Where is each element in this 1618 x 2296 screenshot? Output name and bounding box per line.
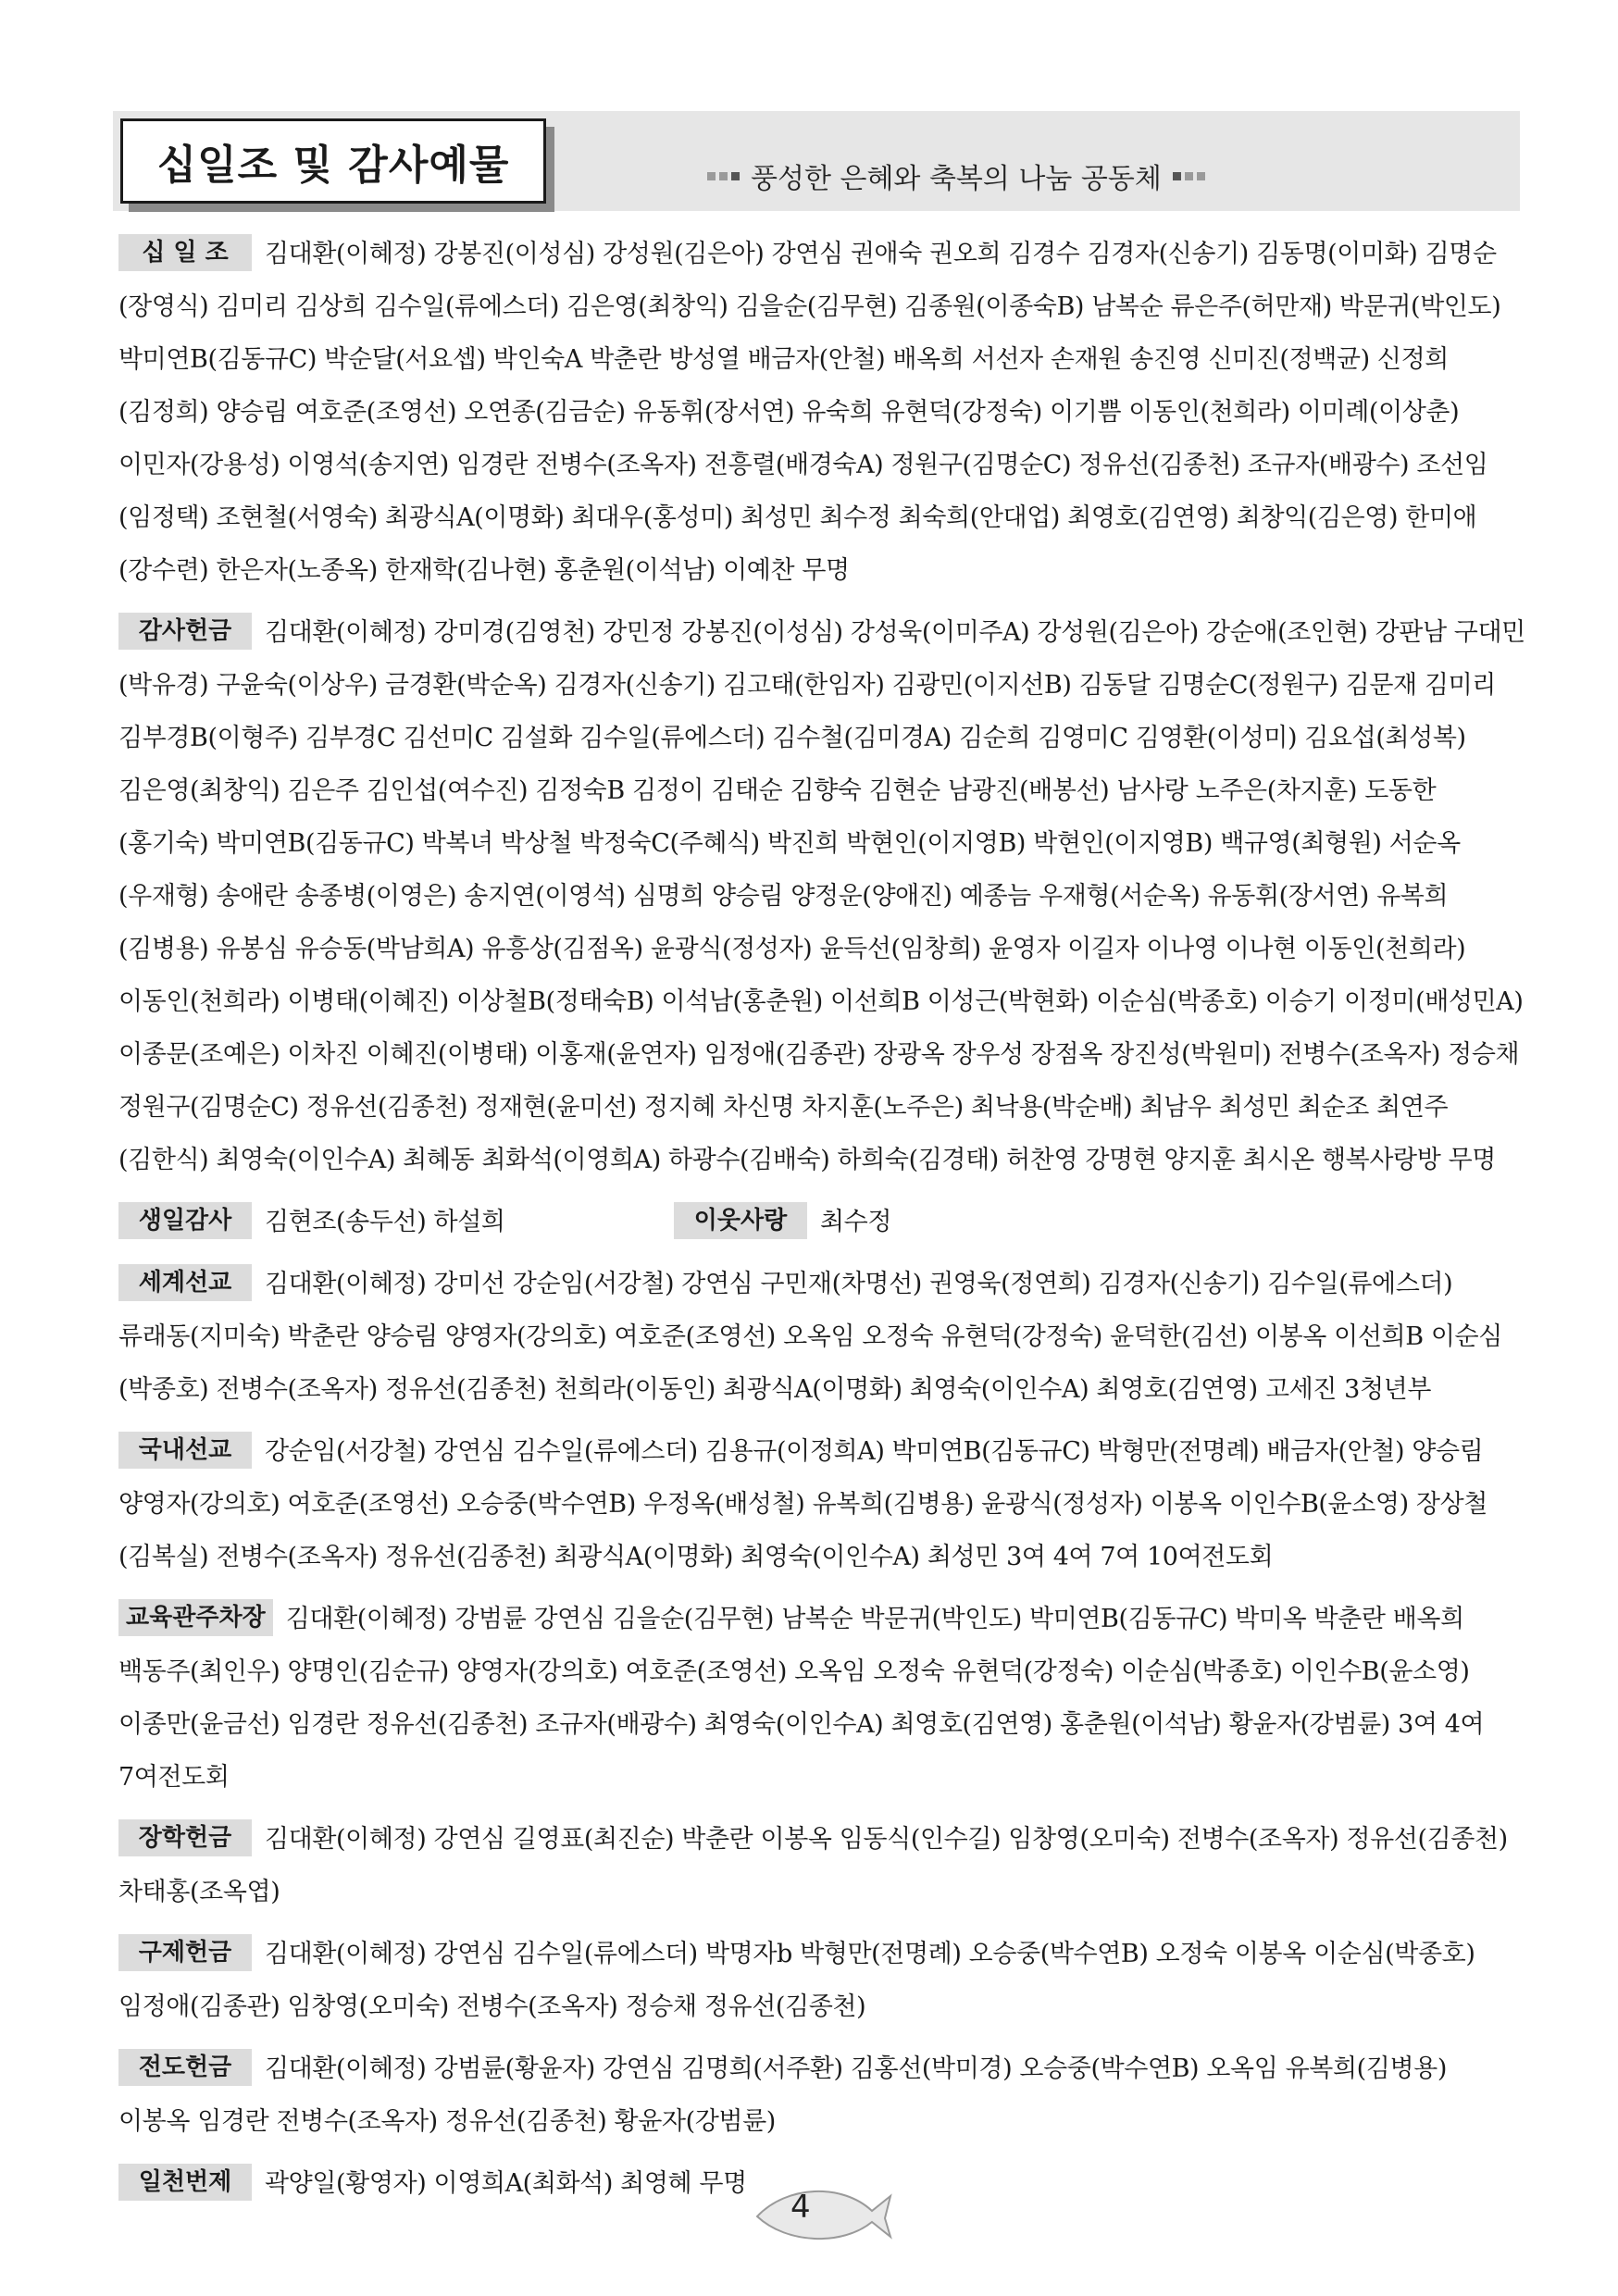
section-label: 세계선교 <box>118 1264 252 1301</box>
section-row-birthday-neighbor <box>118 1196 1525 1248</box>
section-names: 김대환(이혜정) 강연심 김수일(류에스더) 박명자b 박형만(전명례) 오승중(박수연B) 오정숙 이봉옥 이순심(박종호) 임정애(김종관) 임창영(오미숙) 전병수(조옥자) 정승채 정유선(김종천) <box>118 1940 1475 2021</box>
subtitle-text: 풍성한 은혜와 축복의 나눔 공동체 <box>751 163 1162 195</box>
section-names: 김대환(이혜정) 강연심 길영표(최진순) 박춘란 이봉옥 임동식(인수길) 임창영(오미숙) 전병수(조옥자) 정유선(김종천) 차태홍(조옥엽) <box>118 1825 1508 1906</box>
section-tithe <box>118 228 1525 597</box>
section-names: 곽양일(황영자) 이영희A(최화석) 최영혜 무명 <box>265 2169 747 2198</box>
section-names: 김현조(송두선) 하설희 <box>265 1208 505 1236</box>
page-footer <box>750 2179 898 2244</box>
decor-squares-right <box>1171 172 1207 180</box>
section-world-mission <box>118 1258 1525 1416</box>
subtitle-row <box>696 157 1216 194</box>
section-education <box>118 1593 1525 1804</box>
section-scholarship <box>118 1813 1525 1918</box>
section-evangelism <box>118 2042 1525 2148</box>
section-label: 이웃사랑 <box>674 1202 807 1239</box>
title-box <box>120 118 546 204</box>
section-label: 구제헌금 <box>118 1934 252 1971</box>
section-relief <box>118 1928 1525 2033</box>
section-label: 전도헌금 <box>118 2049 252 2086</box>
section-thanks <box>118 606 1525 1186</box>
section-names: 김대환(이혜정) 강범륜 강연심 김을순(김무현) 남복순 박문귀(박인도) 박미연B(김동규C) 박미옥 박춘란 배옥희 백동주(최인우) 양명인(김순규) 양영자(강의호) 여호준(조영선) 오옥임 오정숙 유현덕(강정숙) 이순심(박종호) 이인수B(윤소영) 이종만(윤금선) 임경란 정유선(김종천) 조규자(배광수) 최영숙(이인수A) 최영호(김연영) 홍춘원(이석남) 황윤자(강범륜) 3여 4여 7여전도회 <box>118 1605 1485 1792</box>
offering-list <box>118 228 1525 2210</box>
page-title: 십일조 및 감사예물 <box>156 142 510 189</box>
section-birthday <box>118 1196 674 1248</box>
page-number: 4 <box>790 2189 811 2226</box>
section-label: 교육관주차장 <box>118 1599 273 1636</box>
section-label: 일천번제 <box>118 2164 252 2201</box>
section-names: 최수정 <box>820 1208 892 1236</box>
section-label: 감사헌금 <box>118 613 252 650</box>
section-names: 김대환(이혜정) 강봉진(이성심) 강성원(김은아) 강연심 권애숙 권오희 김경수 김경자(신송기) 김동명(이미화) 김명순(장영식) 김미리 김상희 김수일(류에스더) 김은영(최창익) 김을순(김무현) 김종원(이종숙B) 남복순 류은주(허만재) 박문귀(박인도) 박미연B(김동규C) 박순달(서요셉) 박인숙A 박춘란 방성열 배금자(안철) 배옥희 서선자 손재원 송진영 신미진(정백균) 신정희(김정희) 양승림 여호준(조영선) 오연종(김금순) 유동휘(장서연) 유숙희 유현덕(강정숙) 이기쁨 이동인(천희라) 이미례(이상춘) 이민자(강용성) 이영석(송지연) 임경란 전병수(조옥자) 전흥렬(배경숙A) 정원구(김명순C) 정유선(김종천) 조규자(배광수) 조선임(임정택) 조현철(서영숙) 최광식A(이명화) 최대우(홍성미) 최성민 최수정 최숙희(안대업) 최영호(김연영) 최창익(김은영) 한미애(강수련) 한은자(노종옥) 한재학(김나현) 홍춘원(이석남) 이예찬 무명 <box>118 240 1501 585</box>
section-label: 장학헌금 <box>118 1819 252 1856</box>
section-label: 십 일 조 <box>118 234 252 271</box>
section-label: 생일감사 <box>118 1202 252 1239</box>
decor-squares-left <box>705 172 741 180</box>
section-names: 김대환(이혜정) 강범륜(황윤자) 강연심 김명희(서주환) 김홍선(박미경) 오승중(박수연B) 오옥임 유복희(김병용) 이봉옥 임경란 전병수(조옥자) 정유선(김종천) 황윤자(강범륜) <box>118 2054 1447 2136</box>
section-domestic-mission <box>118 1425 1525 1583</box>
section-label: 국내선교 <box>118 1432 252 1469</box>
section-names: 김대환(이혜정) 강미선 강순임(서강철) 강연심 구민재(차명선) 권영욱(정연희) 김경자(신송기) 김수일(류에스더) 류래동(지미숙) 박춘란 양승림 양영자(강의호) 여호준(조영선) 오옥임 오정숙 유현덕(강정숙) 윤덕한(김선) 이봉옥 이선희B 이순심(박종호) 전병수(조옥자) 정유선(김종천) 천희라(이동인) 최광식A(이명화) 최영숙(이인수A) 최영호(김연영) 고세진 3청년부 <box>118 1270 1502 1404</box>
section-names: 김대환(이혜정) 강미경(김영천) 강민정 강봉진(이성심) 강성욱(이미주A) 강성원(김은아) 강순애(조인현) 강판남 구대민(박유경) 구윤숙(이상우) 금경환(박순옥) 김경자(신송기) 김고태(한임자) 김광민(이지선B) 김동달 김명순C(정원구) 김문재 김미리 김부경B(이형주) 김부경C 김선미C 김설화 김수일(류에스더) 김수철(김미경A) 김순희 김영미C 김영환(이성미) 김요섭(최성복) 김은영(최창익) 김은주 김인섭(여수진) 김정숙B 김정이 김태순 김향숙 김현순 남광진(배봉선) 남사랑 노주은(차지훈) 도동한(홍기숙) 박미연B(김동규C) 박복녀 박상철 박정숙C(주혜식) 박진희 박현인(이지영B) 박현인(이지영B) 백규영(최형원) 서순옥(우재형) 송애란 송종병(이영은) 송지연(이영석) 심명희 양승림 양정운(양애진) 예종늠 우재형(서순옥) 유동휘(장서연) 유복희(김병용) 유봉심 유승동(박남희A) 유흥상(김점옥) 윤광식(정성자) 윤득선(임창희) 윤영자 이길자 이나영 이나현 이동인(천희라) 이동인(천희라) 이병태(이혜진) 이상철B(정태숙B) 이석남(홍춘원) 이선희B 이성근(박현화) 이순심(박종호) 이승기 이정미(배성민A) 이종문(조예은) 이차진 이혜진(이병태) 이홍재(윤연자) 임정애(김종관) 장광옥 장우성 장점옥 장진성(박원미) 전병수(조옥자) 정승채 정원구(김명순C) 정유선(김종천) 정재현(윤미선) 정지혜 차신명 차지훈(노주은) 최낙용(박순배) 최남우 최성민 최순조 최연주(김한식) 최영숙(이인수A) 최혜동 최화석(이영희A) 하광수(김배숙) 하희숙(김경태) 허찬영 강명현 양지훈 최시온 행복사랑방 무명 <box>118 618 1525 1174</box>
fish-icon <box>750 2179 898 2244</box>
section-names: 강순임(서강철) 강연심 김수일(류에스더) 김용규(이정희A) 박미연B(김동규C) 박형만(전명례) 배금자(안철) 양승림 양영자(강의호) 여호준(조영선) 오승중(박수연B) 우정옥(배성철) 유복희(김병용) 윤광식(정성자) 이봉옥 이인수B(윤소영) 장상철(김복실) 전병수(조옥자) 정유선(김종천) 최광식A(이명화) 최영숙(이인수A) 최성민 3여 4여 7여 10여전도회 <box>118 1437 1487 1571</box>
section-neighbor <box>674 1196 1229 1248</box>
